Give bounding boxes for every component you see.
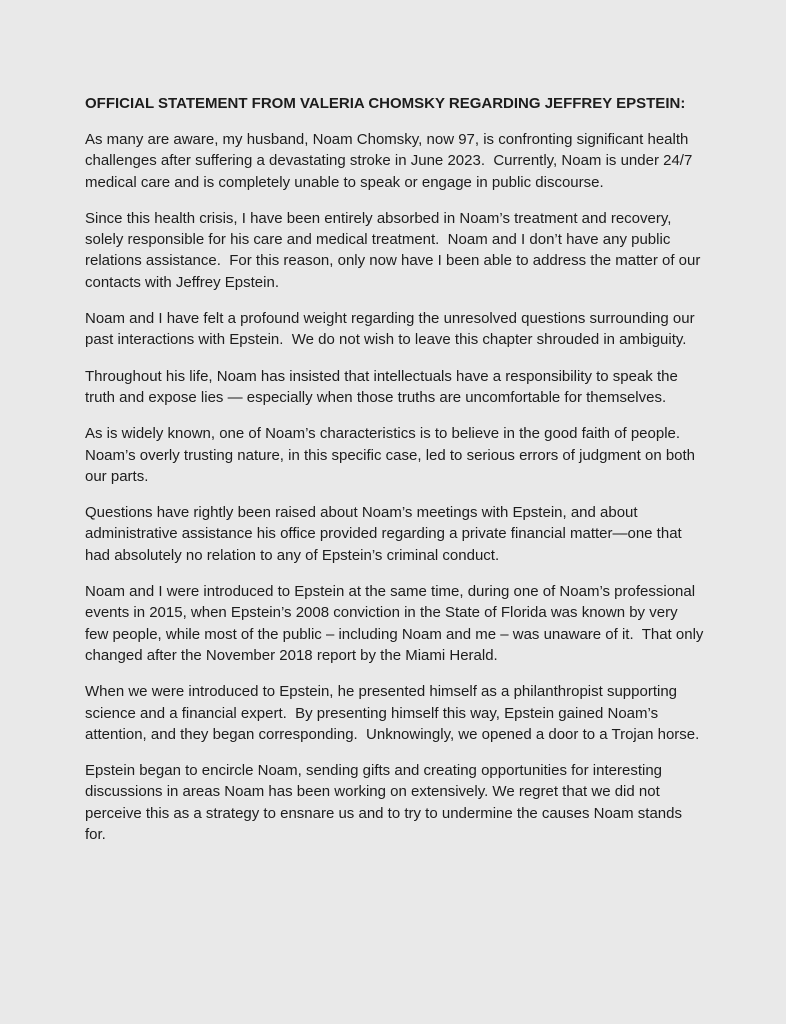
- statement-paragraph: When we were introduced to Epstein, he presented himself as a philanthropist supporting science and a financial expert. By presenting himself this way, Epstein gained Noam’s attention, and they began corresponding. Unknowingly, we opened a door to a Trojan horse.: [85, 683, 700, 743]
- statement-paragraph: Throughout his life, Noam has insisted that intellectuals have a responsibility to speak the truth and expose lies — especially when those truths are uncomfortable for themselves.: [85, 367, 683, 406]
- statement-paragraph: Questions have rightly been raised about Noam’s meetings with Epstein, and about administrative assistance his office provided regarding a private financial matter—one that had absolutely no relation to any of Epstein’s criminal conduct.: [85, 504, 686, 564]
- statement-paragraph: Since this health crisis, I have been entirely absorbed in Noam’s treatment and recovery, solely responsible for his care and medical treatment. Noam and I don’t have any public relations assistance. For this reason, only now have I been able to address the matter of our contacts with Jeffrey Epstein.: [85, 209, 705, 291]
- statement-paragraph: As many are aware, my husband, Noam Chomsky, now 97, is confronting significant health challenges after suffering a devastating stroke in June 2023. Currently, Noam is under 24/7 medical care and is completely unable to speak or engage in public discourse.: [85, 131, 697, 191]
- statement-title: OFFICIAL STATEMENT FROM VALERIA CHOMSKY REGARDING JEFFREY EPSTEIN:: [85, 95, 686, 112]
- statement-paragraph: As is widely known, one of Noam’s characteristics is to believe in the good faith of people. Noam’s overly trusting nature, in this specific case, led to serious errors of judgment on both our parts.: [85, 425, 700, 485]
- statement-paragraph: Epstein began to encircle Noam, sending gifts and creating opportunities for interesting discussions in areas Noam has been working on extensively. We regret that we did not perceive this as a strategy to ensnare us and to try to undermine the causes Noam stands for.: [85, 762, 687, 844]
- statement-paragraph: Noam and I have felt a profound weight regarding the unresolved questions surrounding our past interactions with Epstein. We do not wish to leave this chapter shrouded in ambiguity.: [85, 310, 699, 349]
- statement-paragraph: Noam and I were introduced to Epstein at the same time, during one of Noam’s professional events in 2015, when Epstein’s 2008 conviction in the State of Florida was known by very few people, while most of the public – including Noam and me – was unaware of it. That only changed after the November 2018 report by the Miami Herald.: [85, 583, 708, 664]
